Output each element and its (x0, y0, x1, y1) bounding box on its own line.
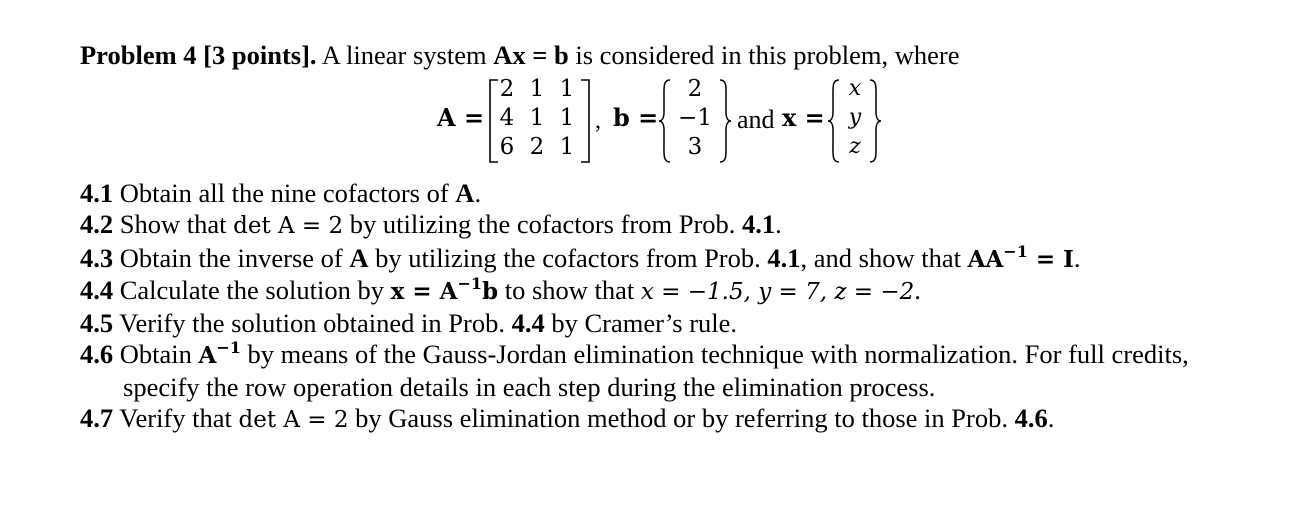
item-text: specify the row operation details in each step during the elimination process. (123, 371, 936, 402)
problem-intro (80, 38, 960, 72)
list-item (80, 275, 1189, 308)
vector-b-cell: 3 (687, 134, 703, 160)
item-text: Obtain all the nine cofactors of (119, 178, 456, 208)
matrix-a-cell: 1 (559, 134, 575, 160)
intro-pre: A linear system (321, 40, 487, 70)
item-text: Verify the solution obtained in Prob. (119, 308, 512, 339)
item-math: = I (1027, 245, 1074, 273)
item-math: A (455, 178, 475, 208)
list-item (80, 308, 1189, 339)
item-text: Obtain (119, 339, 199, 370)
item-math: det A = 2 (238, 407, 349, 434)
item-text: Obtain the inverse of (119, 242, 350, 273)
item-text: to show that (498, 274, 641, 305)
matrix-a-cell: 1 (559, 105, 575, 131)
b-label: b = (613, 103, 659, 132)
item-ref: 4.1 (767, 242, 801, 273)
item-math: b (481, 277, 499, 305)
a-label: A = (437, 103, 485, 132)
vector-x-cell: z (849, 134, 861, 159)
list-item-continuation (80, 372, 1189, 403)
item-text: . (1047, 403, 1055, 434)
item-number: 4.3 (80, 242, 114, 273)
matrix-a-right-bracket (578, 78, 592, 164)
matrix-a-cell: 1 (529, 76, 545, 102)
item-ref: 4.1 (742, 209, 776, 240)
matrix-a-cell: 6 (499, 134, 515, 160)
vector-x-cell: x (848, 76, 862, 101)
comma: , (595, 108, 601, 134)
item-math: x = −1.5, y = 7, z = −2 (640, 278, 915, 305)
item-text: by Cramer’s rule. (544, 308, 738, 339)
vector-x-left-brace (826, 78, 842, 164)
intro-post: is considered in this problem, where (575, 40, 960, 70)
matrix-a-cell: 1 (529, 105, 545, 131)
item-number: 4.4 (80, 274, 114, 305)
system-equation: Ax = b (493, 40, 569, 70)
item-text: Verify that (119, 403, 239, 434)
item-ref: 4.6 (1014, 403, 1048, 434)
item-text: by Gauss elimination method or by referring to those in Prob. (348, 403, 1015, 434)
vector-b-right-brace (717, 78, 733, 164)
item-number: 4.5 (80, 308, 114, 339)
item-text: by means of the Gauss-Jordan elimination technique with normalization. For full credits, (240, 339, 1189, 370)
matrix-a-cell: 4 (499, 105, 515, 131)
item-superscript: −1 (216, 338, 241, 358)
item-text: by utilizing the cofactors from Prob. (343, 209, 743, 240)
item-ref: 4.4 (511, 308, 545, 339)
vector-x-cell: y (848, 105, 862, 130)
item-superscript: −1 (457, 273, 482, 293)
item-number: 4.1 (80, 178, 114, 208)
item-text: Calculate the solution by (119, 274, 391, 305)
item-number: 4.7 (80, 403, 114, 434)
list-item (80, 178, 1189, 209)
vector-b-left-brace (657, 78, 673, 164)
list-item (80, 339, 1189, 371)
item-math: det A = 2 (233, 213, 344, 240)
vector-b-cell: −1 (678, 105, 712, 131)
item-math: AA (967, 245, 1004, 273)
item-text: Show that (119, 209, 234, 240)
item-number: 4.6 (80, 339, 114, 370)
problem-heading: Problem 4 [3 points]. (80, 40, 317, 70)
list-item (80, 209, 1189, 242)
matrix-a-cell: 2 (499, 76, 515, 102)
matrix-a-cell: 2 (529, 134, 545, 160)
matrix-a-cell: 1 (559, 76, 575, 102)
list-item (80, 403, 1189, 436)
list-item (80, 243, 1189, 275)
x-label: x = (782, 103, 825, 132)
subproblem-list (80, 178, 1189, 436)
item-text: . (474, 178, 482, 208)
item-text: . (1073, 242, 1081, 273)
item-number: 4.2 (80, 209, 114, 240)
item-math: x = A (390, 277, 458, 305)
item-text: . (914, 274, 921, 305)
and-text: and (737, 105, 775, 134)
vector-b-cell: 2 (687, 76, 703, 102)
item-text: . (775, 209, 782, 240)
item-text: by utilizing the cofactors from Prob. (368, 242, 768, 273)
item-superscript: −1 (1003, 241, 1028, 261)
vector-x-right-brace (867, 78, 883, 164)
item-math: A (349, 242, 369, 273)
item-text: , and show that (800, 242, 968, 273)
item-math: A (198, 342, 217, 370)
